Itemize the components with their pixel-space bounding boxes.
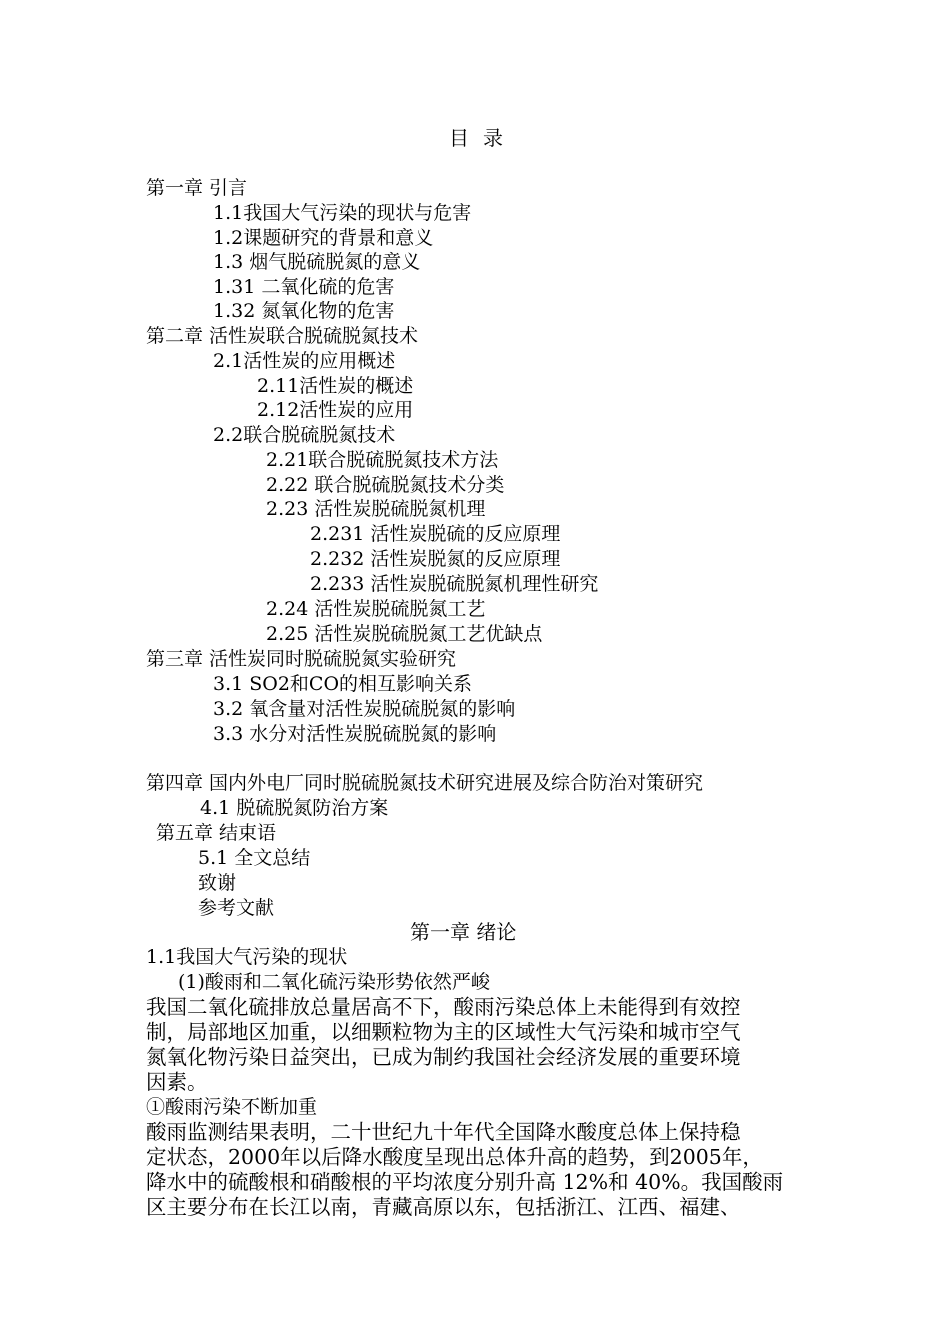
toc-item: 3.2 氧含量对活性炭脱硫脱氮的影响: [213, 698, 516, 720]
toc-item: 2.231 活性炭脱硫的反应原理: [310, 523, 561, 545]
toc-item: 2.2联合脱硫脱氮技术: [213, 424, 396, 446]
toc-item: 致谢: [198, 872, 237, 894]
toc-item: 1.32 氮氧化物的危害: [213, 300, 395, 322]
toc-item: 1.3 烟气脱硫脱氮的意义: [213, 251, 421, 273]
toc-item: 参考文献: [198, 897, 275, 919]
toc-item: 5.1 全文总结: [198, 847, 311, 869]
toc-item: 3.3 水分对活性炭脱硫脱氮的影响: [213, 723, 497, 745]
toc-item: 2.12活性炭的应用: [257, 399, 414, 421]
paragraph-line: 我国二氧化硫排放总量居高不下，酸雨污染总体上未能得到有效控: [146, 995, 741, 1019]
paragraph-line: 区主要分布在长江以南，青藏高原以东，包括浙江、江西、福建、: [146, 1195, 741, 1219]
toc-item: 2.233 活性炭脱硫脱氮机理性研究: [310, 573, 599, 595]
toc-item: 2.1活性炭的应用概述: [213, 350, 396, 372]
toc-item: 2.232 活性炭脱氮的反应原理: [310, 548, 561, 570]
paragraph-line: 氮氧化物污染日益突出，已成为制约我国社会经济发展的重要环境: [146, 1045, 741, 1069]
paragraph-line: 定状态，2000年以后降水酸度呈现出总体升高的趋势，到2005年，: [146, 1145, 763, 1169]
toc-item: 2.23 活性炭脱硫脱氮机理: [266, 498, 486, 520]
toc-item: 第二章 活性炭联合脱硫脱氮技术: [146, 325, 419, 347]
paragraph-line: 降水中的硫酸根和硝酸根的平均浓度分别升高 12%和 40%。我国酸雨: [146, 1170, 784, 1194]
toc-item: 第五章 结束语: [156, 822, 277, 844]
chapter-title: 第一章 绪论: [410, 920, 517, 944]
paragraph-line: 酸雨监测结果表明，二十世纪九十年代全国降水酸度总体上保持稳: [146, 1120, 741, 1144]
toc-item: 1.31 二氧化硫的危害: [213, 276, 395, 298]
toc-item: 2.24 活性炭脱硫脱氮工艺: [266, 598, 486, 620]
toc-item: 1.2课题研究的背景和意义: [213, 227, 434, 249]
paragraph-line: 制，局部地区加重，以细颗粒物为主的区域性大气污染和城市空气: [146, 1020, 741, 1044]
subsection-title: (1)酸雨和二氧化硫污染形势依然严峻: [178, 971, 490, 993]
section-title: 1.1我国大气污染的现状: [146, 946, 348, 968]
toc-title: 目录: [449, 126, 517, 150]
toc-item: 2.11活性炭的概述: [257, 375, 414, 397]
toc-item: 2.25 活性炭脱硫脱氮工艺优缺点: [266, 623, 543, 645]
toc-item: 3.1 SO2和CO的相互影响关系: [213, 673, 473, 695]
toc-item: 第一章 引言: [146, 177, 248, 199]
point-title: ①酸雨污染不断加重: [146, 1096, 318, 1118]
toc-item: 4.1 脱硫脱氮防治方案: [200, 797, 389, 819]
toc-item: 2.21联合脱硫脱氮技术方法: [266, 449, 499, 471]
toc-item: 第三章 活性炭同时脱硫脱氮实验研究: [146, 648, 457, 670]
toc-item: 1.1我国大气污染的现状与危害: [213, 202, 472, 224]
toc-item: 2.22 联合脱硫脱氮技术分类: [266, 474, 505, 496]
paragraph-line: 因素。: [146, 1070, 208, 1094]
toc-item: 第四章 国内外电厂同时脱硫脱氮技术研究进展及综合防治对策研究: [146, 772, 704, 794]
